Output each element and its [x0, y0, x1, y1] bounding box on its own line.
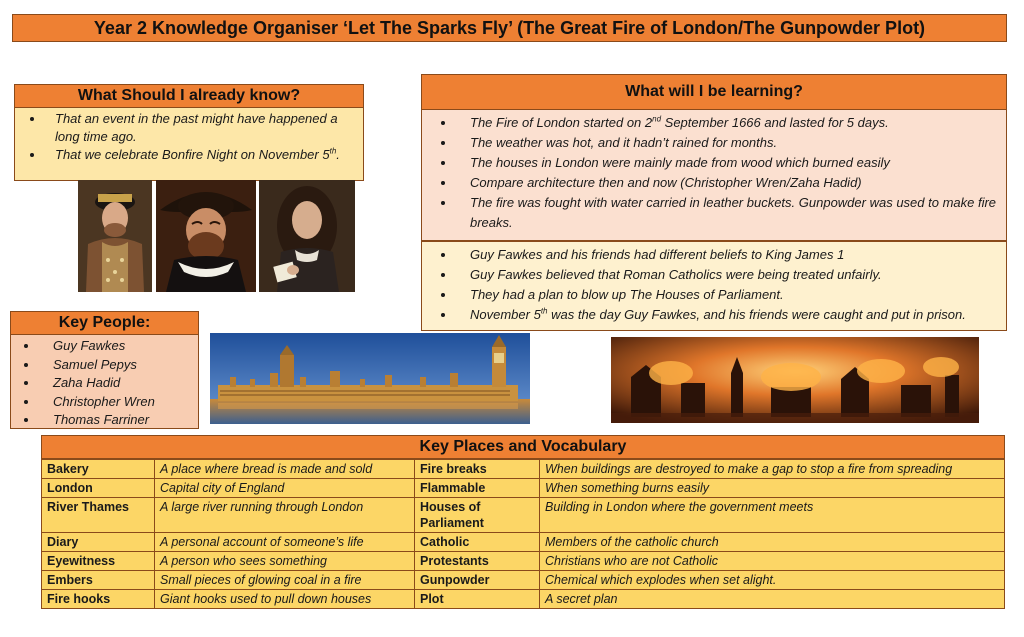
vocab-term: Gunpowder: [415, 571, 540, 590]
vocab-term: Bakery: [42, 460, 155, 479]
key-person-item: • Thomas Farriner: [39, 411, 192, 430]
superscript: nd: [652, 114, 662, 124]
vocab-term: Diary: [42, 533, 155, 552]
vocab-term: Flammable: [415, 479, 540, 498]
page-title: Year 2 Knowledge Organiser ‘Let The Sparks Fly’ (The Great Fire of London/The Gunpowder Plot): [12, 14, 1007, 42]
learning-item: • The houses in London were mainly made from wood which burned easily: [456, 153, 998, 173]
table-row: [42, 571, 1005, 590]
learning-item: [456, 305, 998, 325]
learning-box: [421, 74, 1007, 331]
vocab-definition: A place where bread is made and sold: [155, 460, 415, 479]
great-fire-painting: [611, 337, 979, 423]
vocab-definition: Chemical which explodes when set alight.: [540, 571, 1005, 590]
key-people-list: [10, 335, 199, 429]
prior-knowledge-list: [14, 108, 364, 181]
vocab-definition: When something burns easily: [540, 479, 1005, 498]
key-person-item: • Zaha Hadid: [39, 374, 192, 393]
vocab-term: London: [42, 479, 155, 498]
vocab-definition: Christians who are not Catholic: [540, 552, 1005, 571]
vocab-definition: Members of the catholic church: [540, 533, 1005, 552]
learning-item-text: was the day Guy Fawkes, and his friends were caught and put in prison.: [547, 307, 966, 322]
superscript: th: [329, 146, 337, 156]
portrait-king-james: [78, 180, 152, 292]
vocab-definition: A personal account of someone’s life: [155, 533, 415, 552]
learning-item: • Compare architecture then and now (Christopher Wren/Zaha Hadid): [456, 173, 998, 193]
key-person-item: • Samuel Pepys: [39, 356, 192, 375]
learning-item: • The fire was fought with water carried in leather buckets. Gunpowder was used to make fire breaks.: [456, 193, 998, 233]
key-people-box: [10, 311, 199, 429]
learning-item-text: November 5: [470, 307, 541, 322]
vocab-term: Fire breaks: [415, 460, 540, 479]
gunpowder-plot-section: [421, 241, 1007, 331]
vocab-definition: A large river running through London: [155, 498, 415, 533]
vocab-term: Catholic: [415, 533, 540, 552]
learning-item-text: The Fire of London started on 2: [470, 115, 653, 130]
superscript: th: [540, 306, 548, 316]
table-row: [42, 533, 1005, 552]
vocab-term: Eyewitness: [42, 552, 155, 571]
vocab-definition: Giant hooks used to pull down houses: [155, 590, 415, 609]
prior-knowledge-box: [14, 84, 364, 181]
table-row: [42, 552, 1005, 571]
vocab-definition: When buildings are destroyed to make a gap to stop a fire from spreading: [540, 460, 1005, 479]
houses-of-parliament-photo: [210, 333, 530, 424]
prior-knowledge-heading: What Should I already know?: [14, 84, 364, 108]
learning-item: • Guy Fawkes believed that Roman Catholics were being treated unfairly.: [456, 265, 998, 285]
table-row: [42, 498, 1005, 533]
key-person-item: • Guy Fawkes: [39, 337, 192, 356]
portrait-samuel-pepys: [259, 180, 355, 292]
table-row: [42, 460, 1005, 479]
vocabulary-box: [41, 435, 1005, 609]
learning-item: • Guy Fawkes and his friends had different beliefs to King James 1: [456, 245, 998, 265]
learning-item: [456, 113, 998, 133]
learning-item: • The weather was hot, and it hadn’t rained for months.: [456, 133, 998, 153]
punctuation: .: [336, 147, 340, 162]
table-row: [42, 590, 1005, 609]
vocab-term: Plot: [415, 590, 540, 609]
vocab-definition: Small pieces of glowing coal in a fire: [155, 571, 415, 590]
key-person-item: • Christopher Wren: [39, 393, 192, 412]
portrait-guy-fawkes: [156, 180, 256, 292]
vocab-definition: A person who sees something: [155, 552, 415, 571]
prior-knowledge-item-text: That we celebrate Bonfire Night on November 5: [55, 147, 330, 162]
vocab-definition: Capital city of England: [155, 479, 415, 498]
prior-knowledge-item: [45, 146, 355, 164]
vocab-definition: Building in London where the government meets: [540, 498, 1005, 533]
learning-item: • They had a plan to blow up The Houses of Parliament.: [456, 285, 998, 305]
great-fire-section: [421, 110, 1007, 241]
table-row: [42, 479, 1005, 498]
vocab-term: Embers: [42, 571, 155, 590]
learning-item-text: September 1666 and lasted for 5 days.: [661, 115, 889, 130]
vocab-definition: A secret plan: [540, 590, 1005, 609]
vocab-term: River Thames: [42, 498, 155, 533]
vocabulary-table: [41, 459, 1005, 609]
prior-knowledge-item: • That an event in the past might have happened a long time ago.: [45, 110, 355, 146]
vocab-term: Fire hooks: [42, 590, 155, 609]
key-people-heading: Key People:: [10, 311, 199, 335]
learning-heading: What will I be learning?: [421, 74, 1007, 110]
vocab-term: Houses of Parliament: [415, 498, 540, 533]
vocabulary-heading: Key Places and Vocabulary: [41, 435, 1005, 459]
vocab-term: Protestants: [415, 552, 540, 571]
